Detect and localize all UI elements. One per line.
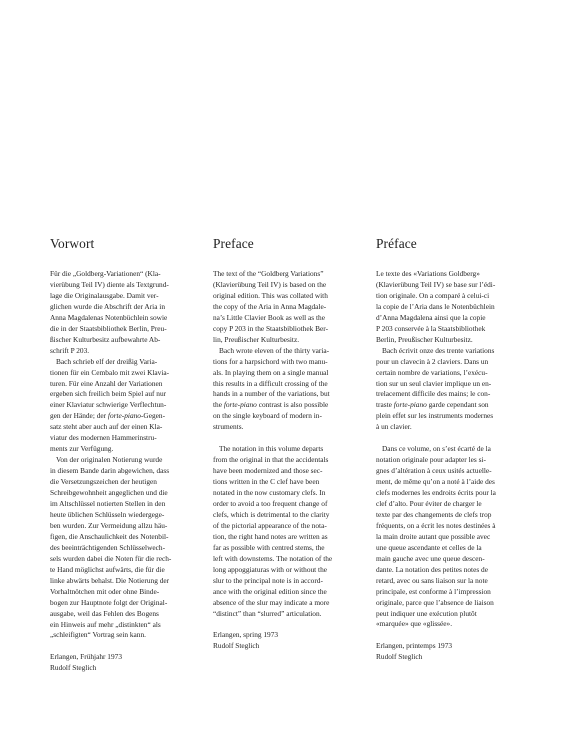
- paragraph: The text of the “Goldberg Variations” (Klavierübung Teil IV) is based on the original edition. This was collated with the copy of the Aria in Anna Magdale- na’s Little Clavier Book as well as the copy P 203 in the Staatsbibliothek Ber- lin, Preußischer Kulturbesitz.: [213, 269, 329, 344]
- paragraph: The notation in this volume departs from the original in that the accidentals have been modernized and those sec- tions written in the C clef have been notated in the now customary clefs. In order to avoid a too frequent change of clefs, which is detrimental to the clarity of the pictorial appearance of the nota- tion, the right hand notes are written as far as possible with centred stems, the left with downstems. The notation of the long appoggiaturas with or without the slur to the principal note is in accord- ance with the original edition since the absence of the slur may indicate a more “distinct” than “slurred” articulation.: [213, 444, 333, 618]
- column-french: [376, 236, 531, 663]
- place-date: Erlangen, Frühjahr 1973: [50, 652, 122, 662]
- column-german: [50, 236, 205, 674]
- author-name: Rudolf Steglich: [376, 652, 423, 662]
- place-date: Erlangen, spring 1973: [213, 630, 279, 640]
- body-english: [213, 269, 368, 619]
- author-name: Rudolf Steglich: [213, 641, 260, 651]
- paragraph: Bach wrote eleven of the thirty varia- tions for a harpsichord with two manu- als. In playing them on a single manual this results in a difficult crossing of the hands in a number of the variations, but the forte-piano contrast is also possible on the single keyboard of modern in- struments.: [213, 345, 330, 432]
- signature-german: [50, 652, 205, 674]
- heading-preface: Preface: [213, 236, 254, 251]
- body-french: [376, 269, 531, 630]
- paragraph: Bach schrieb elf der dreißig Varia- tionen für ein Cembalo mit zwei Klavia- turen. Für eine Anzahl der Variationen ergeben sich freilich beim Spiel auf nur einer Klaviatur schwierige Verflechtun- gen der Hände; der forte-piano-Gegen- satz steht aber auch auf der einen Kla- viatur des modernen Hammerinstru- ments zur Verfügung.: [50, 356, 170, 454]
- heading-vorwort: Vorwort: [50, 236, 95, 251]
- paragraph: Dans ce volume, on s’est écarté de la notation originale pour adapter les si- gnes d’altération à ceux usités actuelle- ment, de même qu’on a noté à l’aide des clefs modernes les endroits écrits pour la clef d’alto. Pour éviter de charger le texte par des changements de clefs trop fréquents, on a écrit les notes destinées à la main droite autant que possible avec une queue ascendante et celles de la main gauche avec une queue descen- dante. La notation des petites notes de retard, avec ou sans liaison sur la note principale, est conforme à l’impression originale, parce que l’absence de liaison peut indiquer une exécution plutôt «marquée» que «glissée».: [376, 444, 496, 629]
- body-german: [50, 269, 205, 641]
- heading-preface-fr: Préface: [376, 236, 417, 251]
- signature-french: [376, 641, 531, 663]
- signature-english: [213, 630, 368, 652]
- author-name: Rudolf Steglich: [50, 663, 97, 673]
- paragraph: Für die „Goldberg-Variationen“ (Kla- vierübung Teil IV) diente als Textgrund- lage die Originalausgabe. Damit ver- glichen wurde die Abschrift der Aria in Anna Magdalenas Notenbüchlein sowie die in der Staatsbibliothek Berlin, Preu- ßischer Kulturbesitz aufbewahrte Ab- schrift P 203.: [50, 269, 169, 355]
- paragraph: Von der originalen Notierung wurde in diesem Bande darin abgewichen, dass die Versetzungszeichen der heutigen Schreibgewohnheit angeglichen und die im Altschlüssel notierten Stellen in den heute üblichen Schlüsseln wiedergege- ben wurden. Zur Vermeidung allzu häu- figen, die Anschaulichkeit des Notenbil- des beeinträchtigenden Schlüsselwech- sels wurden dabei die Noten für die rech- te Hand möglichst aufwärts, die für die linke abwärts behalst. Die Notierung der Vorhaltnötchen mit oder ohne Binde- bogen zur Hauptnote folgt der Original- ausgabe, weil das Fehlen des Bogens ein Hinweis auf mehr „distinkten“ als „schleifigten“ Vortrag sein kann.: [50, 455, 172, 640]
- column-english: [213, 236, 368, 652]
- place-date: Erlangen, printemps 1973: [376, 641, 453, 651]
- paragraph: Le texte des «Variations Goldberg» (Klavierübung Teil IV) se base sur l’édi- tion originale. On a comparé à celui-ci la copie de l’Aria dans le Notenbüchlein d’Anna Magdalena ainsi que la copie P 203 conservée à la Staatsbibliothek Berlin, Preußischer Kulturbesitz.: [376, 269, 496, 344]
- paragraph: Bach écrivit onze des trente variations pour un clavecin à 2 claviers. Dans un certain nombre de variations, l’exécu- tion sur un seul clavier implique un en- trelacement difficile des mains; le con- traste forte-piano garde cependant son plein effet sur les instruments modernes à un clavier.: [376, 345, 495, 432]
